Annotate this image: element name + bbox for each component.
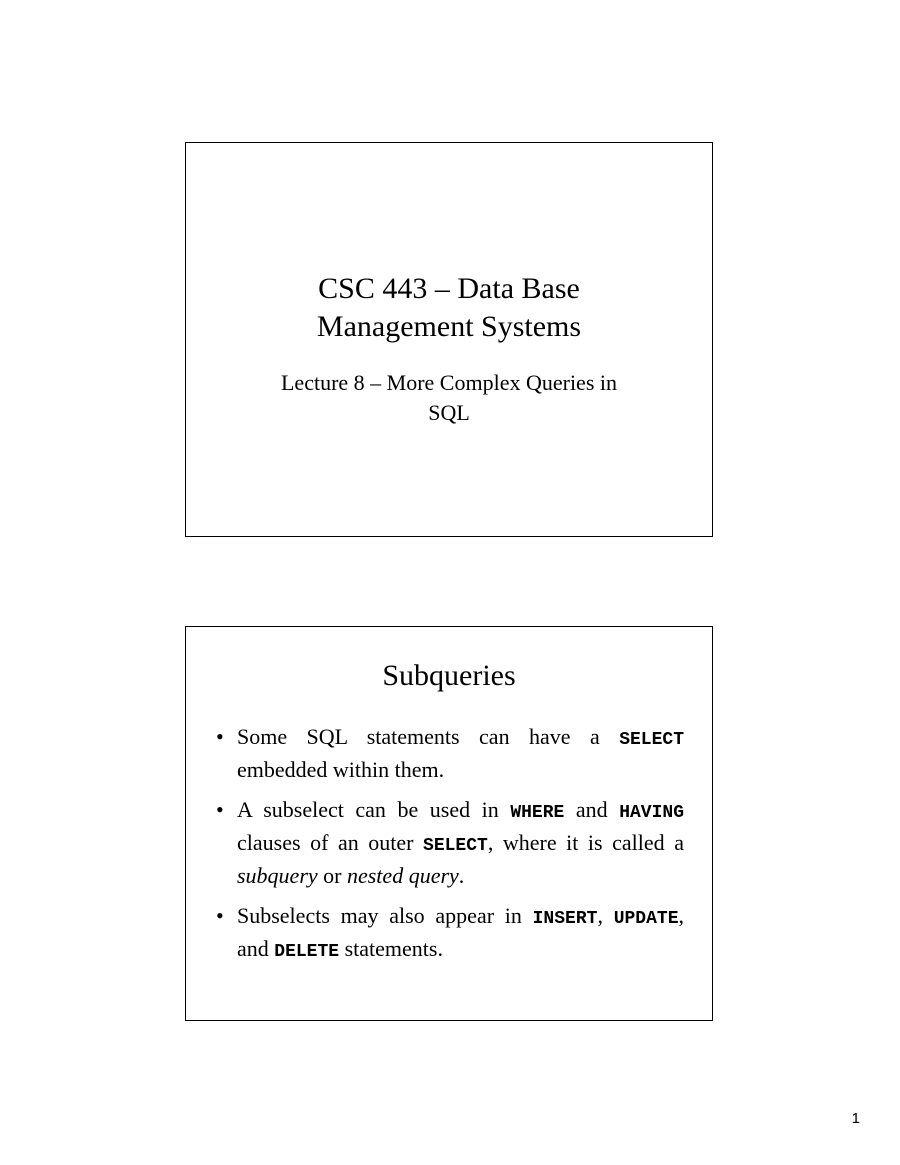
sql-keyword: WHERE <box>510 803 565 823</box>
sql-keyword: UPDATE <box>613 909 679 929</box>
slide-title-line-1: CSC 443 – Data Base <box>318 272 580 305</box>
slide-title <box>186 270 712 346</box>
bullet-text: . <box>458 863 465 888</box>
bullet-dot: • <box>216 797 224 822</box>
page-number: 1 <box>851 1110 860 1127</box>
bullet-item <box>216 795 684 890</box>
bullet-item <box>216 722 684 784</box>
bullet-text: , <box>597 903 614 928</box>
bullet-text: , and <box>237 903 684 961</box>
sql-keyword: SELECT <box>423 836 488 856</box>
subqueries-slide <box>185 626 713 1021</box>
title-block <box>186 270 712 428</box>
sql-keyword: INSERT <box>532 909 598 929</box>
slide-subtitle-line-1: Lecture 8 – More Complex Queries in <box>280 370 617 395</box>
bullet-text: embedded within them. <box>237 757 445 782</box>
slide-heading: Subqueries <box>382 659 516 692</box>
bullet-text: statements. <box>339 936 443 961</box>
sql-keyword: DELETE <box>274 942 340 962</box>
slide-title-line-2: Management Systems <box>316 310 582 343</box>
bullet-list <box>216 722 684 978</box>
slide-subtitle <box>186 368 712 428</box>
emphasis-text: nested query <box>346 863 459 888</box>
bullet-text: or <box>317 863 347 888</box>
bullet-dot: • <box>216 724 224 749</box>
bullet-dot: • <box>216 903 224 928</box>
bullet-text: clauses of an outer <box>237 830 424 855</box>
bullet-text: Subselects may also appear in <box>237 903 533 928</box>
bullet-text: A subselect can be used in <box>237 797 511 822</box>
bullet-text: , where it is called a <box>487 830 684 855</box>
bullet-text: Some SQL statements can have a <box>237 724 620 749</box>
sql-keyword: HAVING <box>619 803 684 823</box>
sql-keyword: SELECT <box>619 730 684 750</box>
bullet-text: and <box>564 797 620 822</box>
slide-subtitle-line-2: SQL <box>428 400 470 425</box>
bullet-item <box>216 901 684 967</box>
emphasis-text: subquery <box>237 863 318 888</box>
title-slide <box>185 142 713 537</box>
